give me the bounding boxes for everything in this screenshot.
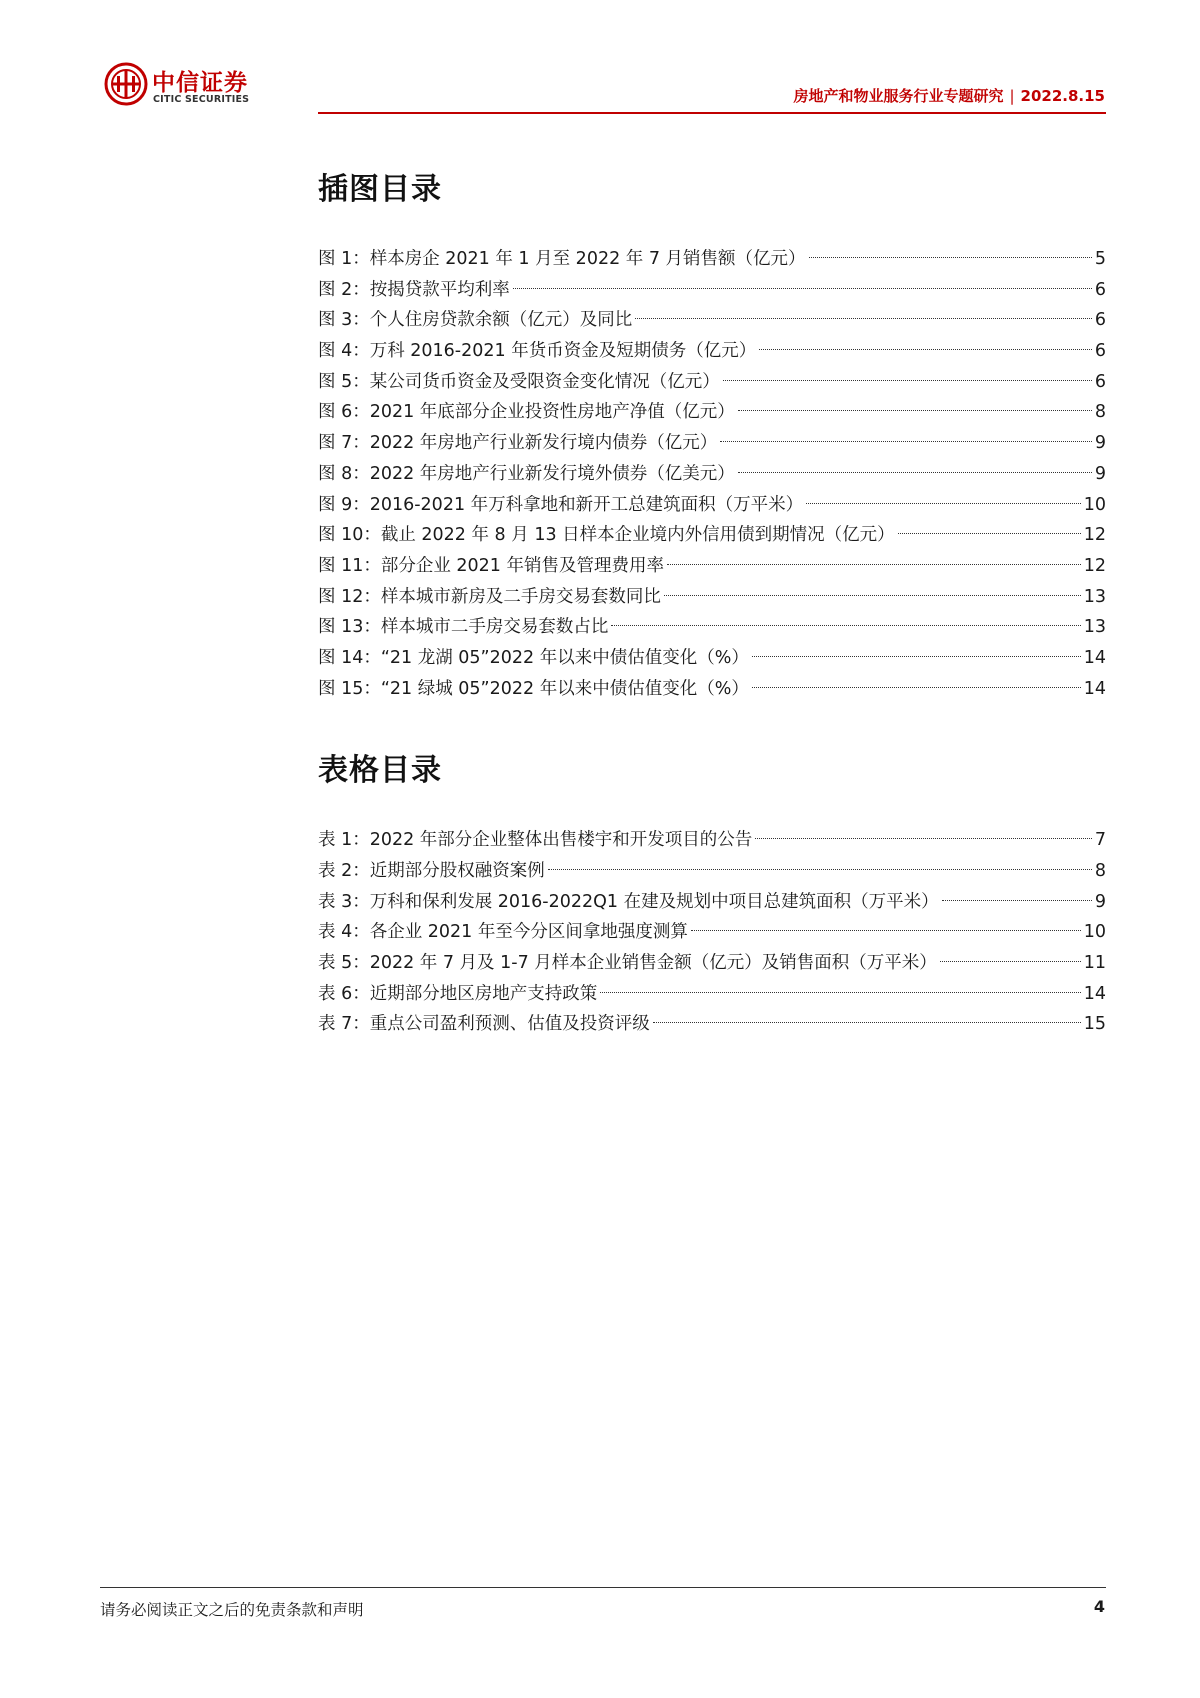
citic-emblem-icon — [104, 62, 148, 106]
toc-entry-page: 14 — [1083, 983, 1106, 1004]
toc-entry[interactable] — [318, 459, 1106, 490]
toc-entry-page: 10 — [1083, 494, 1106, 515]
toc-entry-text: 表 6：近期部分地区房地产支持政策 — [318, 983, 598, 1004]
toc-leader-dots — [940, 961, 1081, 962]
toc-leader-dots — [755, 838, 1092, 839]
page-header — [0, 0, 1200, 120]
toc-entry-text: 图 3：个人住房贷款余额（亿元）及同比 — [318, 310, 633, 331]
toc-entry[interactable] — [318, 582, 1106, 613]
toc-entry-text: 图 6：2021 年底部分企业投资性房地产净值（亿元） — [318, 402, 735, 423]
toc-entry[interactable] — [318, 643, 1106, 674]
toc-entry-text: 图 2：按揭贷款平均利率 — [318, 279, 510, 300]
toc-entry-text: 图 8：2022 年房地产行业新发行境外债券（亿美元） — [318, 463, 735, 484]
toc-leader-dots — [806, 503, 1081, 504]
toc-entry-page: 13 — [1083, 586, 1106, 607]
toc-entry-page: 10 — [1083, 922, 1106, 943]
toc-leader-dots — [759, 349, 1092, 350]
toc-leader-dots — [653, 1022, 1081, 1023]
toc-entry-text: 表 5：2022 年 7 月及 1-7 月样本企业销售金额（亿元）及销售面积（万平米） — [318, 953, 937, 974]
toc-leader-dots — [720, 441, 1092, 442]
toc-entry-page: 9 — [1094, 433, 1106, 454]
toc-entry-page: 15 — [1083, 1014, 1106, 1035]
logo-chinese-name: 中信证券 — [152, 70, 248, 96]
toc-entry-text: 图 10：截止 2022 年 8 月 13 日样本企业境内外信用债到期情况（亿元） — [318, 525, 895, 546]
toc-entry-page: 12 — [1083, 555, 1106, 576]
toc-entry-page: 6 — [1094, 279, 1106, 300]
toc-leader-dots — [898, 533, 1081, 534]
toc-entry-text: 图 1：样本房企 2021 年 1 月至 2022 年 7 月销售额（亿元） — [318, 249, 806, 269]
toc-entry[interactable] — [318, 612, 1106, 643]
toc-entry-page: 5 — [1094, 249, 1106, 269]
toc-entry-text: 表 3：万科和保利发展 2016-2022Q1 在建及规划中项目总建筑面积（万平米） — [318, 891, 939, 912]
toc-entry[interactable] — [318, 244, 1106, 275]
tables-toc-list — [318, 825, 1106, 1040]
toc-entry-text: 图 7：2022 年房地产行业新发行境内债券（亿元） — [318, 433, 718, 454]
toc-leader-dots — [738, 472, 1092, 473]
toc-entry-page: 6 — [1094, 310, 1106, 331]
report-title: 房地产和物业服务行业专题研究 — [793, 87, 1004, 105]
toc-entry-text: 表 7：重点公司盈利预测、估值及投资评级 — [318, 1014, 650, 1035]
toc-leader-dots — [809, 257, 1092, 258]
toc-entry[interactable] — [318, 1009, 1106, 1040]
footer-disclaimer: 请务必阅读正文之后的免责条款和声明 — [100, 1601, 364, 1619]
header-divider — [318, 112, 1106, 114]
toc-leader-dots — [738, 410, 1092, 411]
toc-entry-text: 图 4：万科 2016-2021 年货币资金及短期债务（亿元） — [318, 341, 757, 362]
toc-entry-page: 6 — [1094, 371, 1106, 392]
toc-entry-page: 7 — [1094, 830, 1106, 851]
toc-entry-page: 8 — [1094, 402, 1106, 423]
toc-leader-dots — [691, 930, 1081, 931]
report-header-info — [793, 85, 1105, 106]
footer-divider — [100, 1587, 1106, 1588]
toc-entry[interactable] — [318, 305, 1106, 336]
toc-leader-dots — [664, 595, 1081, 596]
toc-entry-page: 12 — [1083, 525, 1106, 546]
toc-entry-page: 9 — [1094, 463, 1106, 484]
toc-entry[interactable] — [318, 948, 1106, 979]
toc-entry-page: 8 — [1094, 861, 1106, 881]
toc-leader-dots — [942, 900, 1092, 901]
toc-entry-text: 图 5：某公司货币资金及受限资金变化情况（亿元） — [318, 371, 720, 392]
figures-toc-list — [318, 244, 1106, 704]
toc-entry-text: 图 13：样本城市二手房交易套数占比 — [318, 617, 609, 638]
toc-content — [318, 170, 1106, 1040]
toc-entry[interactable] — [318, 674, 1106, 705]
toc-entry-text: 图 14：“21 龙湖 05”2022 年以来中债估值变化（%） — [318, 647, 749, 668]
toc-entry[interactable] — [318, 887, 1106, 918]
toc-entry-text: 图 12：样本城市新房及二手房交易套数同比 — [318, 586, 661, 607]
toc-leader-dots — [752, 687, 1081, 688]
toc-entry-text: 表 1：2022 年部分企业整体出售楼宇和开发项目的公告 — [318, 830, 753, 851]
page-number: 4 — [1093, 1597, 1105, 1616]
toc-entry-page: 9 — [1094, 891, 1106, 912]
toc-leader-dots — [635, 318, 1092, 319]
toc-entry-page: 11 — [1083, 953, 1106, 974]
toc-entry-text: 表 4：各企业 2021 年至今分区间拿地强度测算 — [318, 922, 688, 943]
toc-leader-dots — [548, 869, 1092, 870]
toc-leader-dots — [611, 625, 1080, 626]
toc-leader-dots — [752, 656, 1081, 657]
toc-leader-dots — [667, 564, 1081, 565]
header-separator: | — [1009, 87, 1015, 105]
toc-entry[interactable] — [318, 856, 1106, 887]
toc-entry-text: 图 9：2016-2021 年万科拿地和新开工总建筑面积（万平米） — [318, 494, 804, 515]
report-date: 2022.8.15 — [1020, 87, 1105, 105]
toc-entry-page: 14 — [1083, 647, 1106, 668]
toc-entry-page: 6 — [1094, 341, 1106, 362]
logo-english-name: CITIC SECURITIES — [153, 94, 250, 105]
toc-entry[interactable] — [318, 520, 1106, 551]
citic-logo — [104, 62, 264, 108]
toc-entry-page: 13 — [1083, 617, 1106, 638]
toc-entry-text: 图 15：“21 绿城 05”2022 年以来中债估值变化（%） — [318, 678, 749, 699]
toc-entry[interactable] — [318, 275, 1106, 306]
toc-leader-dots — [723, 380, 1092, 381]
toc-entry-page: 14 — [1083, 678, 1106, 699]
toc-entry[interactable] — [318, 490, 1106, 521]
toc-entry-text: 图 11：部分企业 2021 年销售及管理费用率 — [318, 555, 664, 576]
toc-leader-dots — [600, 992, 1081, 993]
toc-entry[interactable] — [318, 917, 1106, 948]
toc-entry[interactable] — [318, 397, 1106, 428]
tables-toc-title: 表格目录 — [318, 753, 442, 789]
toc-entry-text: 表 2：近期部分股权融资案例 — [318, 861, 545, 881]
toc-entry[interactable] — [318, 825, 1106, 856]
toc-entry[interactable] — [318, 551, 1106, 582]
toc-entry[interactable] — [318, 336, 1106, 367]
figures-toc-title: 插图目录 — [318, 172, 442, 207]
toc-leader-dots — [513, 288, 1092, 289]
toc-entry[interactable] — [318, 428, 1106, 459]
toc-entry[interactable] — [318, 367, 1106, 398]
toc-entry[interactable] — [318, 979, 1106, 1010]
